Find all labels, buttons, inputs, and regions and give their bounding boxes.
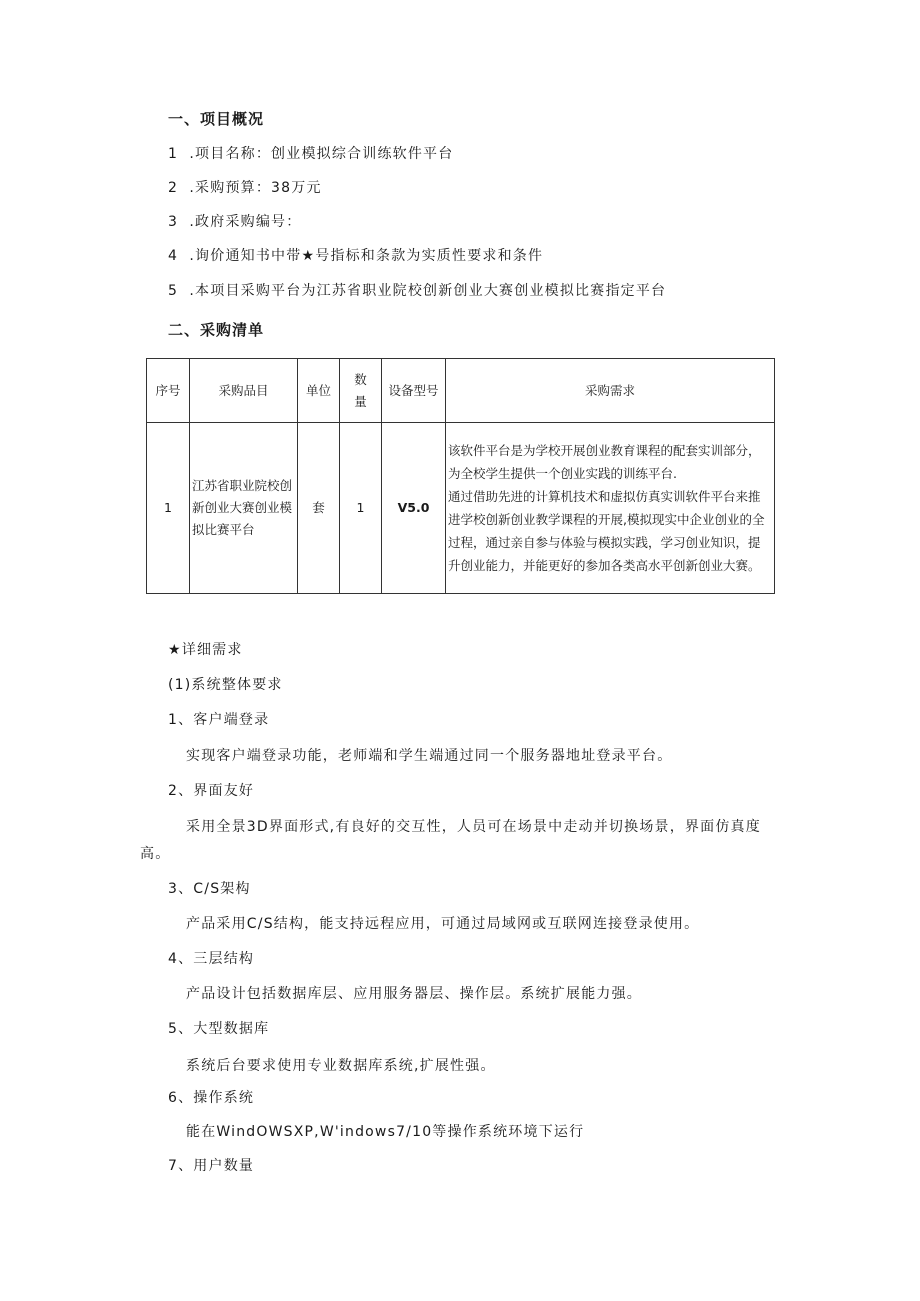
detail-body-client-login: 实现客户端登录功能，老师端和学生端通过同一个服务器地址登录平台。 [186, 748, 673, 764]
cell-unit: 套 [298, 423, 340, 594]
header-model: 设备型号 [382, 359, 446, 423]
overview-item-requirements-note: 4 .询价通知书中带★号指标和条款为实质性要求和条件 [168, 248, 544, 264]
detail-heading-users: 7、用户数量 [168, 1158, 255, 1174]
header-quantity: 数 量 [340, 359, 382, 423]
details-title: ★详细需求 [168, 642, 243, 658]
detail-heading-three-tier: 4、三层结构 [168, 951, 255, 967]
cell-item: 江苏省职业院校创新创业大赛创业模拟比赛平台 [190, 423, 298, 594]
cell-model: V5.0 [382, 423, 446, 594]
header-requirement: 采购需求 [446, 359, 775, 423]
overview-item-name: 1 .项目名称：创业模拟综合训练软件平台 [168, 146, 454, 162]
section-title-procurement-list: 二、采购清单 [168, 321, 265, 339]
detail-body-ui: 采用全景3D界面形式,有良好的交互性，人员可在场景中走动并切换场景，界面仿真度 [186, 819, 761, 835]
cell-requirement: 该软件平台是为学校开展创业教育课程的配套实训部分，为全校学生提供一个创业实践的训练平台. 通过借助先进的计算机技术和虚拟仿真实训软件平台来推进学校创新创业教学课程的开展,模拟现实中企业创业的全过程，通过亲自参与体验与模拟实践，学习创业知识，提升创业能力，并能更好的参加各类高水平创新创业大赛。 [446, 423, 775, 594]
header-item: 采购品目 [190, 359, 298, 423]
overview-item-platform-note: 5 .本项目采购平台为江苏省职业院校创新创业大赛创业模拟比赛指定平台 [168, 283, 667, 299]
detail-heading-client-login: 1、客户端登录 [168, 712, 270, 728]
header-unit: 单位 [298, 359, 340, 423]
overview-item-budget: 2 .采购预算：38万元 [168, 180, 322, 196]
section-title-overview: 一、项目概况 [168, 110, 265, 128]
cell-quantity: 1 [340, 423, 382, 594]
detail-heading-database: 5、大型数据库 [168, 1021, 270, 1037]
detail-body-ui-cont: 高。 [140, 846, 171, 862]
detail-heading-cs: 3、C/S架构 [168, 881, 251, 897]
detail-body-cs: 产品采用C/S结构，能支持远程应用，可通过局域网或互联网连接登录使用。 [186, 916, 700, 932]
detail-body-three-tier: 产品设计包括数据库层、应用服务器层、操作层。系统扩展能力强。 [186, 986, 642, 1002]
detail-body-os: 能在WindOWSXP,W'indows7/10等操作系统环境下运行 [186, 1124, 585, 1140]
cell-index: 1 [147, 423, 190, 594]
detail-heading-ui: 2、界面友好 [168, 783, 255, 799]
procurement-table [146, 358, 775, 594]
table-row [147, 423, 775, 594]
detail-heading-os: 6、操作系统 [168, 1090, 255, 1106]
details-subtitle: (1)系统整体要求 [168, 677, 283, 693]
table-header-row [147, 359, 775, 423]
header-index: 序号 [147, 359, 190, 423]
detail-body-database: 系统后台要求使用专业数据库系统,扩展性强。 [186, 1058, 496, 1074]
overview-item-procurement-number: 3 .政府采购编号： [168, 214, 302, 230]
